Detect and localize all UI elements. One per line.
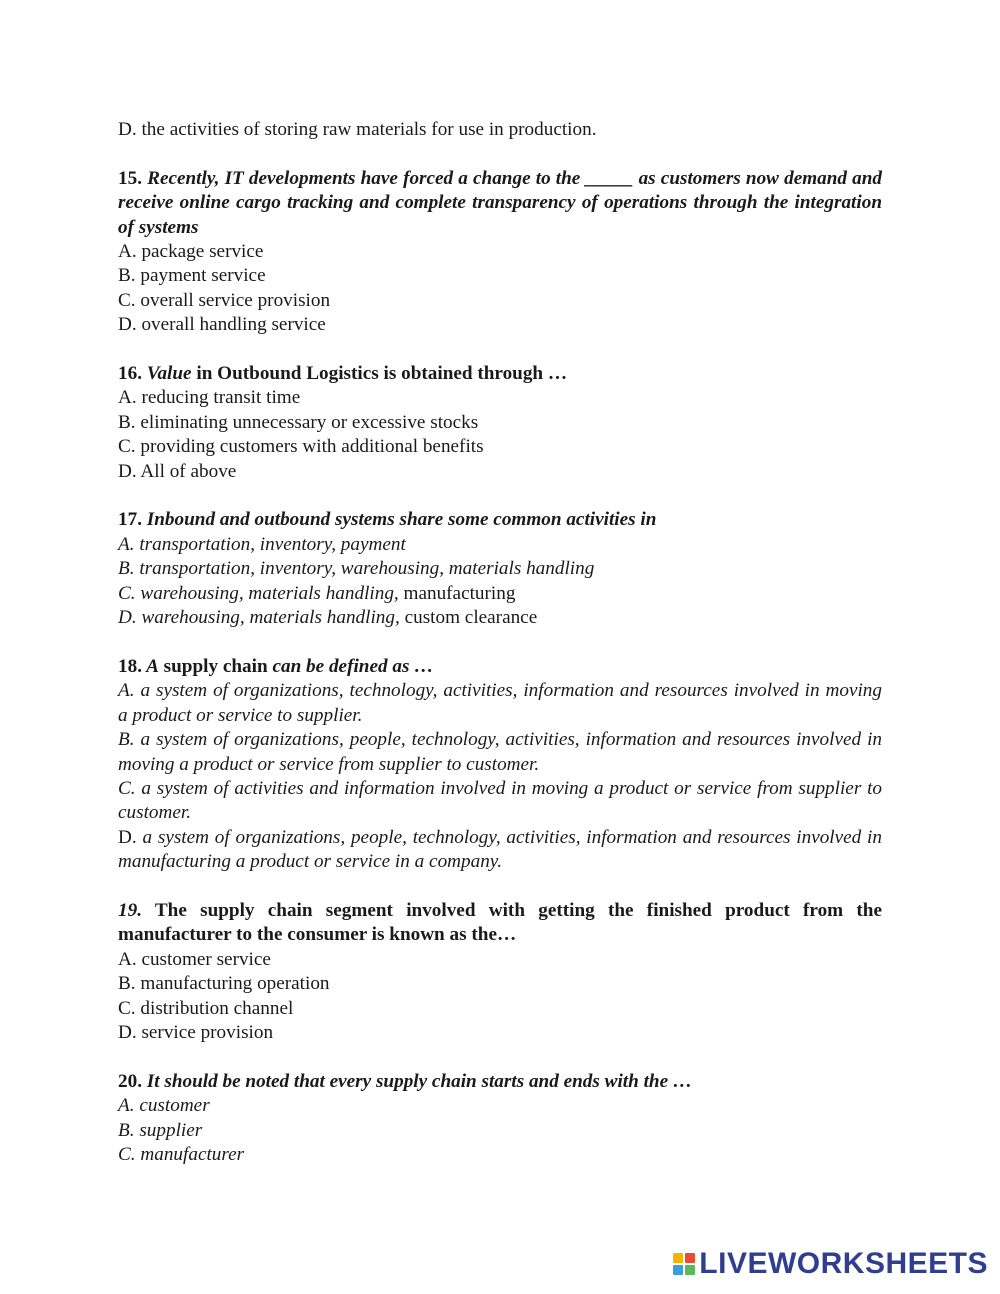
- q19-option-a: A. customer service: [118, 948, 271, 970]
- logo-square-icon: [673, 1253, 683, 1263]
- q18-option-c: C. a system of activities and information involved in moving a product or service from supplier to customer.: [118, 777, 882, 824]
- q18-option-d: [118, 826, 882, 875]
- q17-option-d-italic: D. warehousing, materials handling,: [118, 607, 400, 629]
- q17-number: 17.: [118, 509, 142, 531]
- q18-text-a: A: [141, 655, 159, 677]
- q15-option-b: B. payment service: [118, 265, 266, 287]
- q18-text-supply-chain: supply chain: [158, 655, 268, 677]
- logo-text: LIVEWORKSHEETS: [699, 1247, 988, 1280]
- q16-option-c: C. providing customers with additional benefits: [118, 436, 484, 458]
- q16-option-d: D. All of above: [118, 460, 237, 482]
- q18-text-defined: can be defined as …: [267, 655, 434, 677]
- q16-option-b: B. eliminating unnecessary or excessive stocks: [118, 411, 479, 433]
- spacer: [118, 338, 882, 362]
- q16-value-word: Value: [146, 363, 192, 385]
- q20-option-b: B. supplier: [118, 1119, 203, 1141]
- q17-option-c-plain: manufacturing: [398, 582, 516, 604]
- q17-option-d-plain: custom clearance: [399, 607, 538, 629]
- q17-option-c: [118, 582, 882, 606]
- q17-stem: [118, 508, 882, 532]
- q15-option-a: A. package service: [118, 241, 264, 263]
- logo-square-icon: [685, 1265, 695, 1275]
- q17-option-a: [118, 533, 882, 557]
- q14-option-d: D. the activities of storing raw materials for use in production.: [118, 119, 597, 140]
- liveworksheets-logo: [673, 1247, 988, 1281]
- q20-number: 20.: [118, 1070, 142, 1092]
- q18-option-a: A. a system of organizations, technology, activities, information and resources involved in moving a product or service to supplier.: [118, 680, 882, 726]
- q15-option-d: D. overall handling service: [118, 314, 326, 336]
- q18-number: 18.: [118, 655, 142, 677]
- q17-option-c-italic: C. warehousing, materials handling,: [118, 582, 399, 604]
- q17-option-d: [118, 606, 882, 630]
- q16-number: 16.: [118, 363, 142, 385]
- q20-text: It should be noted that every supply chain starts and ends with the …: [141, 1070, 693, 1092]
- q18-option-d-prefix: D.: [118, 826, 137, 848]
- q17-text: Inbound and outbound systems share some common activities in: [141, 509, 657, 531]
- q20-option-a: A. customer: [118, 1095, 210, 1117]
- q15-number: 15.: [118, 167, 142, 189]
- q16-option-a: A. reducing transit time: [118, 387, 301, 409]
- logo-mark-icon: [673, 1253, 695, 1275]
- q17-option-b-italic: B. transportation, inventory, warehousing, materials handling: [118, 558, 595, 580]
- spacer: [118, 484, 882, 508]
- worksheet-page: [118, 118, 882, 1167]
- q19-option-d: D. service provision: [118, 1021, 274, 1043]
- q19-option-c: C. distribution channel: [118, 997, 294, 1019]
- q17-option-b: [118, 557, 882, 581]
- q19-option-b: B. manufacturing operation: [118, 973, 330, 995]
- q16-stem: [118, 362, 882, 386]
- q19-number: 19.: [118, 899, 142, 921]
- q18-option-b: B. a system of organizations, people, technology, activities, information and resources involved in moving a product or service from supplier to customer.: [118, 729, 882, 775]
- q15-stem: [118, 167, 882, 240]
- q20-option-c: C. manufacturer: [118, 1143, 245, 1165]
- spacer: [118, 142, 882, 166]
- q18-option-d-text: a system of organizations, people, technology, activities, information and resources involved in manufacturing a product or service in a company.: [118, 826, 882, 873]
- q16-text: in Outbound Logistics is obtained through …: [191, 363, 568, 385]
- q19-text: The supply chain segment involved with getting the finished product from the manufacturer to the consumer is known as the…: [118, 899, 882, 946]
- q15-option-c: C. overall service provision: [118, 289, 331, 311]
- logo-square-icon: [685, 1253, 695, 1263]
- spacer: [118, 875, 882, 899]
- q19-stem: [118, 899, 882, 948]
- logo-square-icon: [673, 1265, 683, 1275]
- q20-stem: [118, 1070, 882, 1094]
- q15-text: Recently, IT developments have forced a change to the _____ as customers now demand and receive online cargo tracking and complete transparency of operations through the integration of systems: [118, 167, 883, 238]
- spacer: [118, 1045, 882, 1069]
- spacer: [118, 630, 882, 654]
- q18-stem: [118, 655, 882, 679]
- q17-option-a-italic: A. transportation, inventory, payment: [118, 533, 406, 555]
